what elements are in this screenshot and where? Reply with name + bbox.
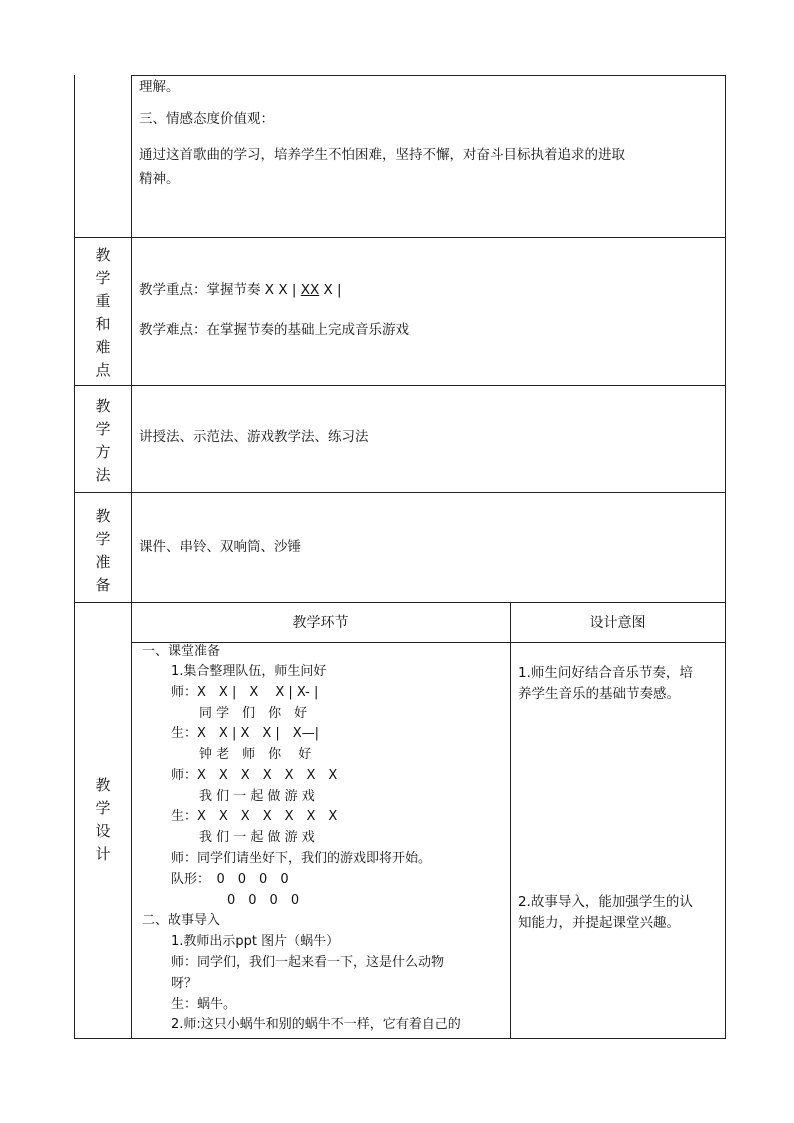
step-line-18: 生：蜗牛。 [171, 997, 237, 1012]
objective-text-line-1: 通过这首歌曲的学习，培养学生不怕困难，坚持不懈，对奋斗目标执着追求的进取 [139, 147, 625, 163]
step-line-3: 师：X X | X X | X- | [171, 685, 319, 700]
teaching-preparation-text: 课件、串铃、双响筒、沙锤 [139, 539, 301, 555]
step-line-13: 0 0 0 0 [227, 893, 300, 908]
intent-2-line-2: 知能力，并提起课堂兴趣。 [518, 915, 680, 931]
step-line-1: 一、课堂准备 [142, 644, 221, 659]
key-point-text: 教学重点：掌握节奏 X X | XX X | [139, 282, 342, 298]
step-line-12: 队形： 0 0 0 0 [171, 872, 289, 887]
step-line-4: 同 学 们 你 好 [199, 706, 308, 721]
step-line-6: 钟 老 师 你 好 [199, 747, 312, 762]
table-border-right [725, 75, 726, 1039]
header-design-intent: 设计意图 [589, 615, 646, 631]
step-line-5: 生：X X | X X | X—| [171, 726, 320, 741]
teaching-methods-label: 教 学 方 法 [95, 397, 111, 484]
objective-line-1: 理解。 [139, 79, 180, 95]
bottom-border [74, 1038, 726, 1039]
intent-1-line-2: 养学生音乐的基础节奏感。 [518, 686, 680, 702]
row-divider-1 [74, 237, 726, 238]
teaching-methods-text: 讲授法、示范法、游戏教学法、练习法 [139, 429, 369, 445]
objective-text-line-2: 精神。 [139, 171, 180, 187]
objective-heading: 三、情感态度价值观： [139, 111, 274, 127]
step-line-8: 我 们 一 起 做 游 戏 [199, 789, 315, 804]
inner-header-divider [131, 642, 726, 643]
row-divider-3 [74, 492, 726, 493]
header-teaching-steps: 教学环节 [292, 615, 349, 631]
step-line-19: 2.师:这只小蜗牛和别的蜗牛不一样，它有着自己的 [171, 1017, 461, 1032]
difficult-point-text: 教学难点：在掌握节奏的基础上完成音乐游戏 [139, 322, 409, 338]
key-points-label: 教 学 重 和 难 点 [95, 246, 111, 379]
step-line-7: 师：X X X X X X X [171, 768, 338, 783]
label-column-divider [131, 75, 132, 1039]
step-line-16: 师：同学们，我们一起来看一下，这是什么动物 [171, 955, 445, 970]
row-divider-4 [74, 602, 726, 603]
intent-column-divider [510, 603, 511, 1039]
teaching-preparation-label: 教 学 准 备 [95, 507, 111, 594]
step-line-10: 我 们 一 起 做 游 戏 [199, 830, 315, 845]
step-line-9: 生：X X X X X X X [171, 809, 338, 824]
step-line-11: 师：同学们请坐好下，我们的游戏即将开始。 [171, 851, 432, 866]
step-line-2: 1.集合整理队伍，师生问好 [171, 664, 327, 679]
step-line-17: 呀？ [171, 976, 198, 991]
intent-1-line-1: 1.师生问好结合音乐节奏，培 [518, 665, 693, 681]
step-line-15: 1.教师出示ppt 图片（蜗牛） [171, 934, 340, 949]
teaching-design-label: 教 学 设 计 [95, 776, 111, 863]
row-divider-2 [74, 385, 726, 386]
top-border-right [131, 75, 726, 76]
step-line-14: 二、故事导入 [142, 913, 221, 928]
intent-2-line-1: 2.故事导入，能加强学生的认 [518, 894, 693, 910]
